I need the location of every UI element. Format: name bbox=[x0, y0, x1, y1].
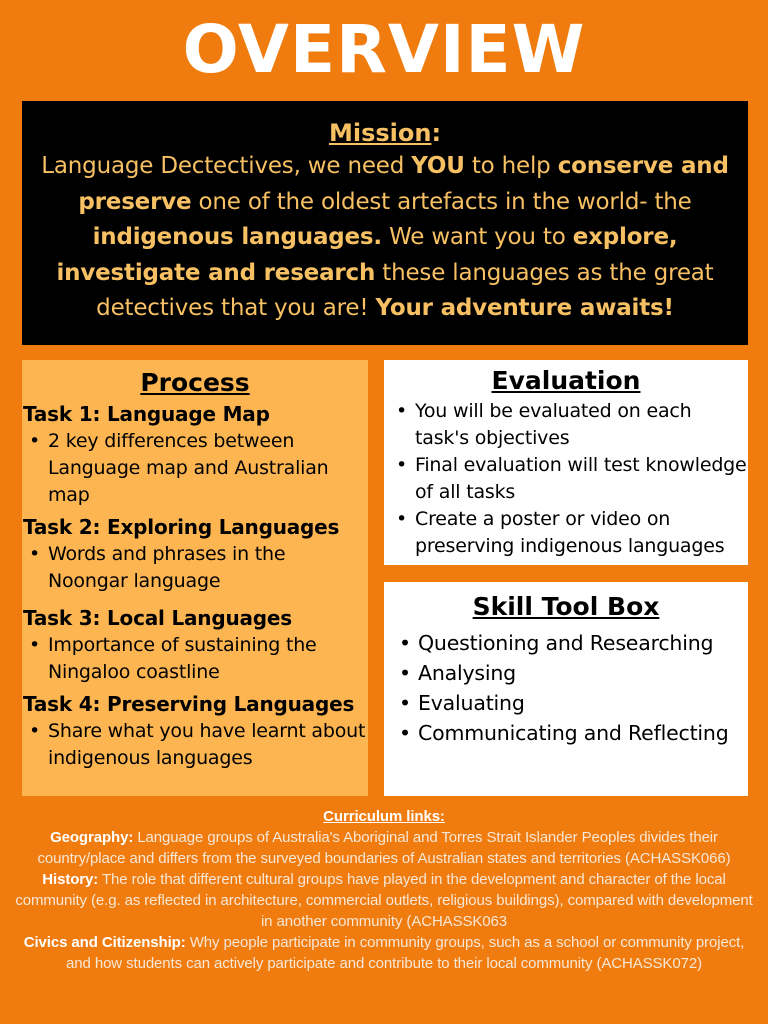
list-item: • You will be evaluated on each task's objectives bbox=[415, 398, 748, 452]
list-item: • Analysing bbox=[418, 658, 748, 688]
curriculum-text: Language groups of Australia's Aboriginal and Torres Strait Islander Peoples divides their country/place and differs from the surveyed boundaries of Australian states and territories (ACHASSK066) bbox=[37, 829, 731, 867]
mission-emphasis: Your adventure awaits! bbox=[375, 295, 674, 321]
curriculum-text: Why people participate in community groups, such as a school or community project, and how students can actively participate and contribute to their local community (ACHASSK072) bbox=[66, 934, 745, 972]
mission-text bbox=[32, 149, 738, 327]
mission-segment: to help bbox=[464, 153, 558, 179]
list-item: • Questioning and Researching bbox=[418, 628, 748, 658]
task-bullets bbox=[22, 718, 368, 772]
mission-heading bbox=[32, 117, 738, 149]
mission-heading-text: Mission bbox=[328, 119, 432, 147]
task-title: Task 3: Local Languages bbox=[23, 606, 292, 630]
mission-heading-colon: : bbox=[431, 119, 442, 147]
task-title: Task 2: Exploring Languages bbox=[23, 515, 340, 539]
task-bullets bbox=[22, 632, 368, 686]
process-heading: Process bbox=[140, 368, 250, 397]
process-panel bbox=[22, 360, 368, 796]
curriculum-entry-civics bbox=[10, 932, 758, 974]
list-item: • Evaluating bbox=[418, 688, 748, 718]
task-bullets bbox=[22, 428, 368, 509]
skill-toolbox-panel bbox=[384, 582, 748, 796]
task-bullets bbox=[22, 541, 368, 595]
list-item: • Importance of sustaining the Ningaloo coastline bbox=[48, 632, 368, 686]
list-item: • Share what you have learnt about indigenous languages bbox=[48, 718, 368, 772]
task-title: Task 1: Language Map bbox=[23, 402, 270, 426]
list-item: • 2 key differences between Language map and Australian map bbox=[48, 428, 368, 509]
mission-segment: these languages as the great detectives that you are! bbox=[96, 259, 714, 321]
mission-emphasis: conserve and preserve bbox=[78, 153, 729, 215]
mission-emphasis: explore, investigate and research bbox=[56, 224, 678, 286]
task-title: Task 4: Preserving Languages bbox=[23, 692, 355, 716]
curriculum-entry-geography bbox=[10, 827, 758, 869]
curriculum-heading: Curriculum links: bbox=[323, 808, 445, 825]
skills-list bbox=[384, 628, 748, 748]
list-item: • Final evaluation will test knowledge of all tasks bbox=[415, 452, 748, 506]
curriculum-links bbox=[10, 806, 758, 974]
mission-segment: Language Dectectives, we need bbox=[41, 153, 412, 179]
list-item: • Words and phrases in the Noongar language bbox=[48, 541, 368, 595]
list-item: • Communicating and Reflecting bbox=[418, 718, 748, 748]
curriculum-label: Geography: bbox=[50, 829, 134, 846]
evaluation-list bbox=[384, 398, 748, 560]
mission-segment: one of the oldest artefacts in the world- the bbox=[191, 188, 692, 215]
curriculum-entry-history bbox=[10, 869, 758, 932]
mission-emphasis: YOU bbox=[411, 153, 465, 179]
mission-panel bbox=[22, 101, 748, 345]
mission-segment: We want you to bbox=[381, 224, 573, 250]
evaluation-heading: Evaluation bbox=[491, 366, 641, 395]
page-title: OVERVIEW bbox=[182, 11, 586, 88]
mission-emphasis: indigenous languages. bbox=[92, 224, 382, 250]
curriculum-text: The role that different cultural groups have played in the development and character of the local community (e.g. as reflected in architecture, commercial outlets, religious buildings), compared with development in another community (ACHASSK063 bbox=[15, 871, 753, 930]
list-item: • Create a poster or video on preserving indigenous languages bbox=[415, 506, 748, 560]
evaluation-panel bbox=[384, 360, 748, 565]
curriculum-label: History: bbox=[42, 871, 99, 888]
skill-toolbox-heading: Skill Tool Box bbox=[472, 592, 660, 621]
curriculum-label: Civics and Citizenship: bbox=[23, 934, 186, 951]
